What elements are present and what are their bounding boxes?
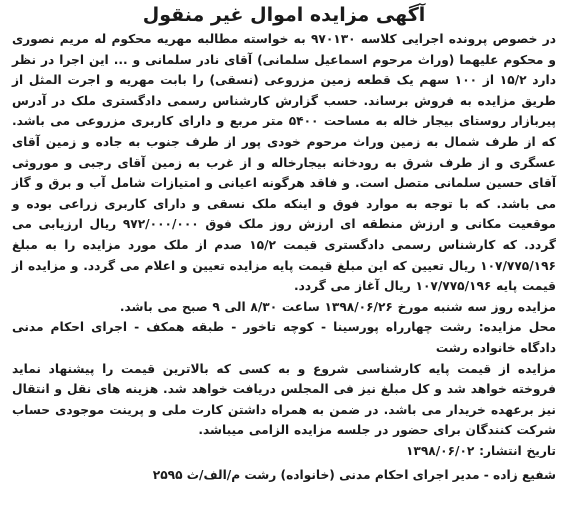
notice-paragraph-auction-location: محل مزایده: رشت چهارراه پورسینا - کوچه تاخور - طبقه همکف - اجرای احکام مدنی دادگاه خانواده رشت <box>12 320 556 355</box>
notice-paragraph-auction-date: مزایده روز سه شنبه مورخ ۱۳۹۸/۰۶/۲۶ ساعت ۸/۳۰ الی ۹ صبح می باشد. <box>119 299 556 314</box>
notice-publish-date: تاریخ انتشار: ۱۳۹۸/۰۶/۰۲ <box>405 443 556 458</box>
notice-title: آگهی مزایده اموال غیر منقول <box>142 4 426 26</box>
notice-signature: شفیع زاده - مدیر اجرای احکام مدنی (خانواده) رشت م/الف/ث ۲۵۹۵ <box>152 468 556 483</box>
auction-notice <box>8 2 560 526</box>
notice-paragraph-case-details: در خصوص پرونده اجرایی کلاسه ۹۷۰۱۳۰ به خواسته مطالبه مهریه محکوم له مریم نصوری و محکوم علیهما (وراث مرحوم اسماعیل سلمانی) آقای نادر سلمانی و ... این اجرا در نظر دارد ۱۵/۲ از ۱۰۰ سهم یک قطعه زمین مزروعی (نسقی) را بابت مهریه و اجرت المثل از طریق مزایده به فروش برساند. حسب گزارش کارشناس رسمی دادگستری ملک در آدرس پیربازار روستای بیجار خاله به مساحت ۵۴۰۰ متر مربع و دارای کاربری مزروعی می باشد. که از طرف شمال به زمین وراث مرحوم خودی پور از طرف جنوب به جاده و زمین آقای عسگری و از طرف شرق به رودخانه بیجارخاله و از غرب به زمین آقای رجبی و موروثی آقای حسین سلمانی متصل است. و فاقد هرگونه اعیانی و امتیازات شامل آب و برق و گاز می باشد. که با توجه به موارد فوق و اینکه ملک نسقی و دارای کاربری زراعی بوده و موقعیت مکانی و ارزش منطقه ای ارزش روز ملک فوق ۹۷۲/۰۰۰/۰۰۰ ریال ارزیابی می گردد. که کارشناس رسمی دادگستری قیمت ۱۵/۲ صدم از ملک مورد مزایده را به مبلغ ۱۰۷/۷۷۵/۱۹۶ ریال تعیین که این مبلغ قیمت پایه مزایده تعیین و اعلام می گردد. و مزایده از قیمت پایه ۱۰۷/۷۷۵/۱۹۶ ریال آغاز می گردد. <box>12 32 557 294</box>
notice-body <box>12 29 556 461</box>
notice-paragraph-terms: مزایده از قیمت پایه کارشناسی شروع و به کسی که بالاترین قیمت را پیشنهاد نماید فروخته خواهد شد و کل مبلغ نیز فی المجلس دریافت خواهد شد. هزینه های نقل و انتقال نیز برعهده خریدار می باشد. در ضمن به همراه داشتن کارت ملی و پرینت موجودی حساب شرکت کنندگان برای حضور در جلسه مزایده الزامی میباشد. <box>12 361 556 438</box>
